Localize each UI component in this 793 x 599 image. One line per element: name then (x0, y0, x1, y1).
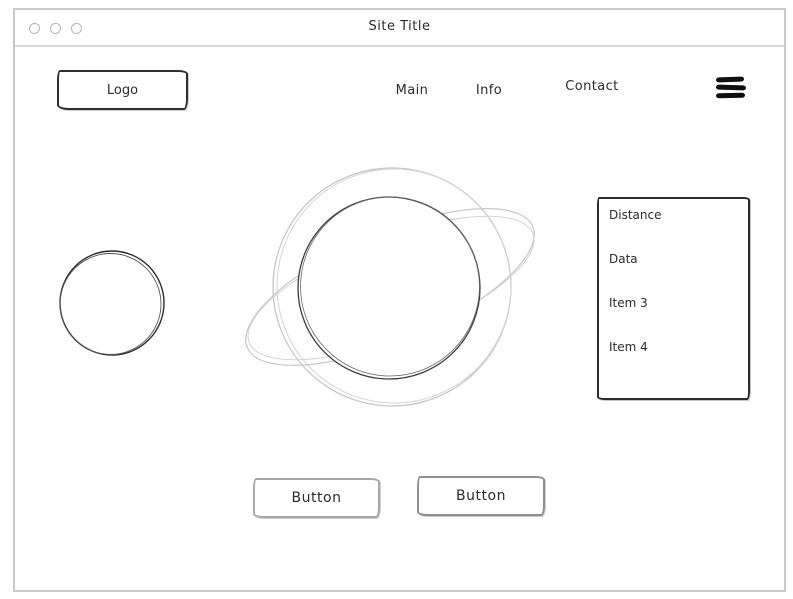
nav-item-contact[interactable]: Contact (565, 79, 619, 94)
list-item-3[interactable]: Item 3 (609, 296, 648, 310)
nav-item-info[interactable]: Info (475, 83, 503, 98)
button-secondary[interactable] (417, 476, 545, 516)
moon-circle (60, 251, 164, 355)
list-item-distance[interactable]: Distance (609, 208, 662, 222)
hamburger-bar (716, 85, 746, 91)
nav-item-main[interactable]: Main (395, 83, 429, 98)
button-label: Button (291, 490, 342, 506)
info-list-panel (597, 197, 750, 400)
list-item-data[interactable]: Data (609, 252, 638, 266)
button-primary[interactable] (253, 478, 380, 518)
hamburger-icon[interactable] (716, 77, 746, 98)
hamburger-bar (716, 93, 745, 99)
page-content (15, 47, 784, 590)
logo-label: Logo (106, 82, 139, 98)
title-bar (15, 10, 784, 47)
list-item-4[interactable]: Item 4 (609, 340, 648, 354)
browser-window (13, 8, 786, 592)
hamburger-bar (716, 77, 744, 83)
site-title: Site Title (368, 19, 431, 34)
logo-box[interactable] (57, 70, 188, 110)
button-label: Button (456, 488, 506, 504)
